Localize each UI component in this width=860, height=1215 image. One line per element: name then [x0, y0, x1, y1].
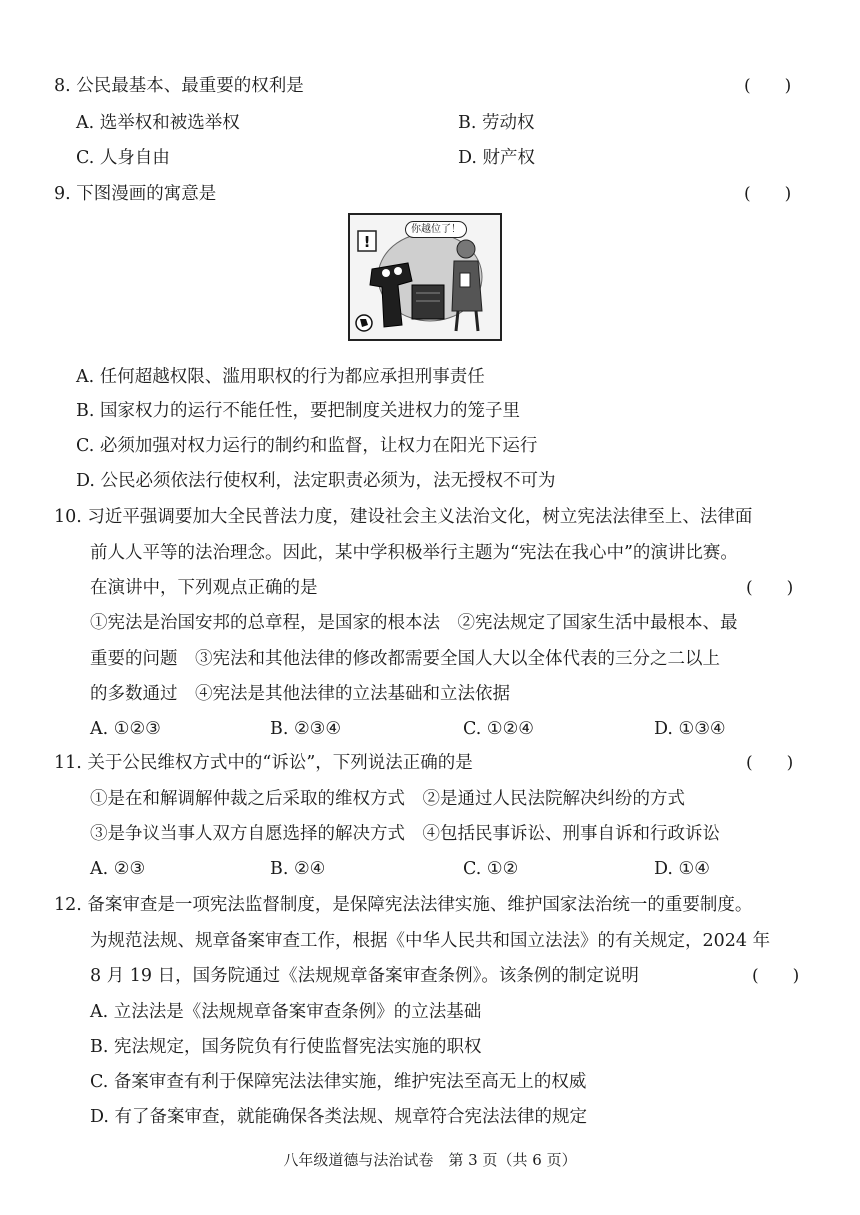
q8-option-c: C. 人身自由 [76, 148, 170, 168]
q10-items-line2: 重要的问题 ③宪法和其他法律的修改都需要全国人大以全体代表的三分之二以上 [90, 649, 720, 669]
q10-option-c: C. ①②④ [463, 719, 534, 739]
q11-items-line2: ③是争议当事人双方自愿选择的解决方式 ④包括民事诉讼、刑事自诉和行政诉讼 [90, 824, 720, 844]
q12-option-a: A. 立法法是《法规规章备案审查条例》的立法基础 [90, 1002, 482, 1022]
q11-items-line1: ①是在和解调解仲裁之后采取的维权方式 ②是通过人民法院解决纠纷的方式 [90, 789, 685, 809]
q12-stem-line2: 为规范法规、规章备案审查工作，根据《中华人民共和国立法法》的有关规定，2024 年 [90, 931, 771, 951]
q9-stem: 9. 下图漫画的寓意是 [54, 184, 217, 204]
q10-stem-line3: 在演讲中，下列观点正确的是 [90, 578, 318, 598]
q11-option-a: A. ②③ [90, 859, 146, 879]
q12-stem-line1: 12. 备案审查是一项宪法监督制度，是保障宪法法律实施、维护国家法治统一的重要制度。 [54, 895, 753, 915]
q9-option-d: D. 公民必须依法行使权利，法定职责必须为，法无授权不可为 [76, 471, 556, 491]
q12-answer-paren: ( ) [752, 966, 800, 986]
q10-items-line3: 的多数通过 ④宪法是其他法律的立法基础和立法依据 [90, 684, 510, 704]
svg-text:!: ! [363, 233, 371, 251]
page-footer: 八年级道德与法治试卷 第 3 页（共 6 页） [283, 1151, 577, 1169]
q10-items-line1: ①宪法是治国安邦的总章程，是国家的根本法 ②宪法规定了国家生活中最根本、最 [90, 613, 738, 633]
q9-answer-paren: ( ) [744, 184, 792, 204]
q10-option-d: D. ①③④ [654, 719, 726, 739]
q10-stem-line2: 前人人平等的法治理念。因此，某中学积极举行主题为“宪法在我心中”的演讲比赛。 [90, 543, 738, 563]
q12-option-c: C. 备案审查有利于保障宪法法律实施，维护宪法至高无上的权威 [90, 1072, 587, 1092]
q9-option-c: C. 必须加强对权力运行的制约和监督，让权力在阳光下运行 [76, 436, 538, 456]
q10-stem-line1: 10. 习近平强调要加大全民普法力度，建设社会主义法治文化，树立宪法法律至上、法律面 [54, 507, 753, 527]
q8-option-d: D. 财产权 [458, 148, 536, 168]
q11-option-b: B. ②④ [270, 859, 326, 879]
q8-stem: 8. 公民最基本、最重要的权利是 [54, 76, 304, 96]
q8-option-a: A. 选举权和被选举权 [76, 113, 240, 133]
cartoon-image [348, 213, 502, 341]
cartoon-speech-bubble: 你越位了！ [405, 221, 467, 238]
q12-option-d: D. 有了备案审查，就能确保各类法规、规章符合宪法法律的规定 [90, 1107, 588, 1127]
q8-option-b: B. 劳动权 [458, 113, 535, 133]
q11-answer-paren: ( ) [746, 753, 794, 773]
q10-option-b: B. ②③④ [270, 719, 342, 739]
q11-option-d: D. ①④ [654, 859, 710, 879]
q11-option-c: C. ①② [463, 859, 519, 879]
q8-answer-paren: ( ) [744, 76, 792, 96]
q10-option-a: A. ①②③ [90, 719, 161, 739]
q10-answer-paren: ( ) [746, 578, 794, 598]
q9-option-a: A. 任何超越权限、滥用职权的行为都应承担刑事责任 [76, 367, 485, 387]
q12-stem-line3: 8 月 19 日，国务院通过《法规规章备案审查条例》。该条例的制定说明 [90, 966, 639, 986]
q9-option-b: B. 国家权力的运行不能任性，要把制度关进权力的笼子里 [76, 401, 520, 421]
q12-option-b: B. 宪法规定，国务院负有行使监督宪法实施的职权 [90, 1037, 482, 1057]
q11-stem: 11. 关于公民维权方式中的“诉讼”，下列说法正确的是 [54, 753, 473, 773]
